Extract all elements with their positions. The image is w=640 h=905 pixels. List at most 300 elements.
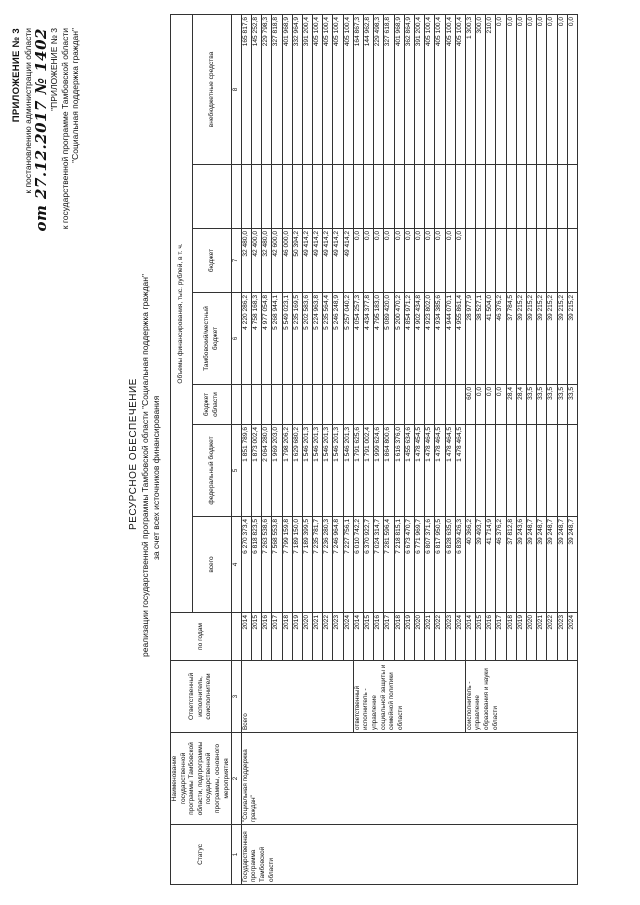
year-cell: 2023 [445,613,455,661]
regional-cell [435,385,445,425]
spacer-cell [537,165,547,229]
col-index [232,385,242,425]
header-index-row [232,14,242,884]
other-cell: 49 414,2 [302,229,312,293]
year-cell: 2023 [557,613,567,661]
year-cell: 2022 [323,613,333,661]
extra-cell: 405 100,4 [445,14,455,164]
year-cell: 2019 [292,613,302,661]
extra-cell: 0,0 [516,14,526,164]
spacer-cell [333,165,343,229]
year-cell: 2016 [262,613,272,661]
year-cell: 2017 [496,613,506,661]
spacer-cell [262,165,272,229]
extra-cell: 405 100,4 [343,14,353,164]
federal-cell [547,425,557,517]
regional-cell [445,385,455,425]
federal-cell [506,425,516,517]
total-cell: 46 376,2 [496,517,506,613]
total-cell: 39 243,6 [516,517,526,613]
extra-cell: 327 818,8 [272,14,282,164]
spacer-cell [567,165,577,229]
regional-cell: 28,4 [516,385,526,425]
regional-cell [251,385,261,425]
extra-cell: 405 100,4 [425,14,435,164]
local-cell: 4 955 861,4 [455,293,465,385]
year-cell: 2018 [282,613,292,661]
other-cell: 42 400,0 [251,229,261,293]
year-cell: 2022 [435,613,445,661]
federal-cell: 1 478 464,5 [425,425,435,517]
handwritten-date-number: от 27.12.2017 № 1402 [32,28,50,232]
col-index: 6 [232,293,242,385]
other-cell: 0,0 [425,229,435,293]
total-cell: 7 246 964,8 [333,517,343,613]
other-cell: 0,0 [394,229,404,293]
spacer-cell [282,165,292,229]
other-cell: 0,0 [374,229,384,293]
status-cell: Государственная программа Тамбовской области [241,825,577,885]
local-cell: 4 854 971,2 [404,293,414,385]
other-cell [516,229,526,293]
header-local: Тамбовский/местный бюджет [192,293,231,385]
spacer-cell [476,165,486,229]
extra-cell: 362 864,9 [404,14,414,164]
spacer-cell [425,165,435,229]
regional-cell [333,385,343,425]
year-cell: 2016 [486,613,496,661]
federal-cell [496,425,506,517]
local-cell: 4 944 070,1 [445,293,455,385]
extra-cell: 144 962,8 [364,14,374,164]
local-cell: 4 923 802,0 [425,293,435,385]
spacer-cell [251,165,261,229]
other-cell [557,229,567,293]
local-cell: 37 784,5 [506,293,516,385]
other-cell [486,229,496,293]
local-cell: 4 220 286,2 [241,293,251,385]
spacer-cell [394,165,404,229]
spacer-cell [527,165,537,229]
federal-cell: 1 999 624,6 [374,425,384,517]
document-title: РЕСУРСНОЕ ОБЕСПЕЧЕНИЕ [128,378,139,530]
regional-cell [353,385,363,425]
extra-cell: 405 100,4 [435,14,445,164]
regional-cell [425,385,435,425]
executor-cell: ответственный исполнитель - управление социальной защиты и семейной политики области [353,661,465,733]
federal-cell [465,425,475,517]
col-index: 5 [232,425,242,517]
regional-cell [414,385,424,425]
spacer-cell [384,165,394,229]
federal-cell: 1 546 201,3 [343,425,353,517]
table-body [241,14,577,884]
spacer-cell [302,165,312,229]
header-executor: Ответственный исполнитель, соисполнители [171,661,232,733]
other-cell [537,229,547,293]
regional-cell: 0,0 [486,385,496,425]
local-cell: 5 268 944,1 [272,293,282,385]
other-cell: 42 600,0 [272,229,282,293]
federal-cell [516,425,526,517]
extra-cell: 327 618,8 [384,14,394,164]
extra-cell: 0,0 [547,14,557,164]
regional-cell: 33,5 [537,385,547,425]
federal-cell [567,425,577,517]
regional-cell: 0,0 [496,385,506,425]
other-cell [476,229,486,293]
local-cell: 4 758 168,3 [251,293,261,385]
federal-cell: 1 616 376,0 [394,425,404,517]
spacer-cell [465,165,475,229]
regional-cell [313,385,323,425]
year-cell: 2019 [404,613,414,661]
total-cell: 6 370 922,7 [364,517,374,613]
local-cell: 4 902 434,8 [414,293,424,385]
local-cell: 4 054 257,3 [353,293,363,385]
spacer-cell [435,165,445,229]
local-cell: 39 215,2 [547,293,557,385]
executor-cell: Всего [241,661,353,733]
local-cell: 5 224 963,8 [313,293,323,385]
other-cell [527,229,537,293]
total-cell: 6 818 823,5 [251,517,261,613]
year-cell: 2020 [414,613,424,661]
spacer-cell [506,165,516,229]
local-cell: 4 934 385,6 [435,293,445,385]
federal-cell: 1 478 464,5 [455,425,465,517]
year-cell: 2015 [251,613,261,661]
extra-cell: 405 100,4 [313,14,323,164]
other-cell: 49 414,2 [323,229,333,293]
year-cell: 2021 [425,613,435,661]
document-subtitle-2: за счет всех источников финансирования [151,395,161,560]
local-cell: 39 215,2 [557,293,567,385]
regional-cell [323,385,333,425]
spacer-cell [404,165,414,229]
extra-cell: 1 300,3 [465,14,475,164]
spacer-cell [313,165,323,229]
total-cell: 7 024 314,7 [374,517,384,613]
other-cell: 0,0 [364,229,374,293]
federal-cell: 1 798 206,2 [282,425,292,517]
other-cell: 46 000,0 [282,229,292,293]
federal-cell: 1 478 464,5 [435,425,445,517]
federal-cell: 1 791 002,4 [364,425,374,517]
local-cell: 39 215,2 [537,293,547,385]
regional-cell [343,385,353,425]
extra-cell: 0,0 [506,14,516,164]
year-cell: 2017 [384,613,394,661]
other-cell: 0,0 [353,229,363,293]
federal-cell [527,425,537,517]
federal-cell: 1 873 002,4 [251,425,261,517]
document-subtitle: реализации государственной программы Тамбовской области "Социальная поддержка граждан" [140,274,150,657]
regional-cell [262,385,272,425]
total-cell: 6 771 969,7 [414,517,424,613]
year-cell: 2022 [547,613,557,661]
year-cell: 2018 [506,613,516,661]
extra-cell: 0,0 [557,14,567,164]
extra-cell: 405 100,4 [323,14,333,164]
spacer-cell [241,165,251,229]
col-index: 2 [232,733,242,825]
local-cell: 4 434 377,8 [364,293,374,385]
total-cell: 41 714,9 [486,517,496,613]
total-cell: 7 235 781,7 [313,517,323,613]
annex-program-ref: к государственной программе Тамбовской области [59,28,70,230]
local-cell: 28 977,9 [465,293,475,385]
year-cell: 2014 [465,613,475,661]
extra-cell: 0,0 [527,14,537,164]
total-cell: 6 673 470,7 [404,517,414,613]
spacer-cell [496,165,506,229]
executor-cell: соисполнитель - управление образования и науки области [465,661,577,733]
regional-cell [241,385,251,425]
regional-cell: 33,5 [547,385,557,425]
regional-cell: 60,0 [465,385,475,425]
header-status: Статус [171,825,232,885]
regional-cell: 33,5 [557,385,567,425]
spacer-cell [414,165,424,229]
year-cell: 2020 [527,613,537,661]
total-cell: 7 189 150,0 [292,517,302,613]
other-cell: 32 480,0 [262,229,272,293]
federal-cell: 1 546 201,3 [302,425,312,517]
regional-cell [292,385,302,425]
total-cell: 39 248,7 [557,517,567,613]
header-row-1 [171,14,193,884]
local-cell: 46 376,2 [496,293,506,385]
extra-cell: 405 100,4 [455,14,465,164]
spacer-cell [343,165,353,229]
other-cell: 0,0 [435,229,445,293]
local-cell: 5 235 169,5 [292,293,302,385]
federal-cell: 1 864 800,6 [384,425,394,517]
other-cell: 32 480,0 [241,229,251,293]
total-cell: 37 812,8 [506,517,516,613]
extra-cell: 401 968,9 [394,14,404,164]
year-cell: 2015 [476,613,486,661]
federal-cell: 1 546 201,3 [313,425,323,517]
other-cell: 0,0 [414,229,424,293]
annex-block [12,28,81,232]
total-cell: 39 248,7 [567,517,577,613]
other-cell [465,229,475,293]
total-cell: 7 263 538,6 [262,517,272,613]
extra-cell: 0,0 [567,14,577,164]
spacer-cell [323,165,333,229]
total-cell: 40 366,2 [465,517,475,613]
extra-cell: 391 200,4 [414,14,424,164]
total-cell: 6 839 426,3 [455,517,465,613]
total-cell: 39 248,7 [547,517,557,613]
spacer-cell [272,165,282,229]
federal-cell [557,425,567,517]
federal-cell: 1 629 680,2 [292,425,302,517]
local-cell: 38 527,1 [476,293,486,385]
local-cell: 5 200 470,2 [394,293,404,385]
regional-cell: 0,0 [476,385,486,425]
federal-cell: 1 791 625,6 [353,425,363,517]
federal-cell: 1 455 634,6 [404,425,414,517]
extra-cell: 405 100,4 [333,14,343,164]
total-cell: 39 248,7 [527,517,537,613]
extra-cell: 164 867,3 [353,14,363,164]
local-cell: 4 977 054,8 [262,293,272,385]
spacer-cell [455,165,465,229]
federal-cell: 1 546 201,3 [323,425,333,517]
federal-cell [486,425,496,517]
annex-decree-ref: к постановлению администрации области [22,28,33,194]
local-cell: 5 549 023,1 [282,293,292,385]
other-cell [547,229,557,293]
federal-cell: 1 851 789,6 [241,425,251,517]
federal-cell [537,425,547,517]
header-extra: внебюджетные средства [192,14,231,164]
federal-cell [476,425,486,517]
regional-cell: 28,4 [506,385,516,425]
year-cell: 2021 [313,613,323,661]
year-cell: 2024 [455,613,465,661]
regional-cell [384,385,394,425]
extra-cell: 300,0 [476,14,486,164]
local-cell: 41 504,0 [486,293,496,385]
other-cell: 50 394,2 [292,229,302,293]
regional-cell [455,385,465,425]
header-volume: Объемы финансирования, тыс. рублей, в т. ч. [171,14,193,612]
header-program-name: Наименование государственной программы Тамбовской области, подпрограммы государственной программы, основного мероприятия [171,733,232,825]
regional-cell: 33,5 [527,385,537,425]
extra-cell: 165 817,6 [241,14,251,164]
spacer-cell [353,165,363,229]
total-cell: 39 493,7 [476,517,486,613]
spacer-cell [364,165,374,229]
annex-program-name: "Социальная поддержка граждан" [70,28,80,163]
col-index [232,613,242,661]
spacer-cell [557,165,567,229]
funding-table [170,14,578,885]
total-cell: 6 807 371,6 [425,517,435,613]
extra-cell: 332 964,9 [292,14,302,164]
year-cell: 2023 [333,613,343,661]
regional-cell [282,385,292,425]
total-cell: 7 218 815,1 [394,517,404,613]
extra-cell: 0,0 [537,14,547,164]
year-cell: 2019 [516,613,526,661]
col-index: 4 [232,517,242,613]
other-cell: 0,0 [384,229,394,293]
local-cell: 5 235 564,4 [323,293,333,385]
header-federal: федеральный бюджет [192,425,231,517]
col-index: 8 [232,14,242,164]
total-cell: 39 248,7 [537,517,547,613]
annex-number: ПРИЛОЖЕНИЕ № 3 [11,28,22,123]
total-cell: 6 010 742,2 [353,517,363,613]
col-index: 1 [232,825,242,885]
other-cell [567,229,577,293]
extra-cell: 229 798,3 [262,14,272,164]
year-cell: 2015 [364,613,374,661]
total-cell: 7 799 159,8 [282,517,292,613]
regional-cell [394,385,404,425]
federal-cell: 1 969 203,0 [272,425,282,517]
local-cell: 5 246 248,9 [333,293,343,385]
federal-cell: 1 546 201,3 [333,425,343,517]
year-cell: 2024 [343,613,353,661]
year-cell: 2024 [567,613,577,661]
total-cell: 7 281 596,4 [384,517,394,613]
spacer-cell [547,165,557,229]
program-name-cell: "Социальная поддержка граждан" [241,733,577,825]
regional-cell [404,385,414,425]
extra-cell: 145 252,8 [251,14,261,164]
spacer-cell [486,165,496,229]
spacer-cell [374,165,384,229]
other-cell: 49 414,2 [343,229,353,293]
spacer-cell [292,165,302,229]
header-years: по годам [171,613,232,661]
header-regional: бюджет области [192,385,231,425]
col-index: 3 [232,661,242,733]
regional-cell: 33,5 [567,385,577,425]
year-cell: 2018 [394,613,404,661]
federal-cell: 2 064 280,0 [262,425,272,517]
year-cell: 2020 [302,613,312,661]
other-cell: 49 414,2 [313,229,323,293]
spacer-cell [516,165,526,229]
regional-cell [364,385,374,425]
local-cell: 5 089 420,0 [384,293,394,385]
local-cell: 5 202 583,6 [302,293,312,385]
extra-cell: 229 498,3 [374,14,384,164]
total-cell: 6 270 373,4 [241,517,251,613]
local-cell: 4 795 183,0 [374,293,384,385]
total-cell: 7 189 399,5 [302,517,312,613]
annex-previous-number: "ПРИЛОЖЕНИЕ № 3 [49,28,59,111]
header-other: бюджет [192,229,231,293]
extra-cell: 391 200,4 [302,14,312,164]
regional-cell [272,385,282,425]
extra-cell: 401 968,9 [282,14,292,164]
local-cell: 39 215,2 [516,293,526,385]
year-cell: 2014 [353,613,363,661]
year-cell: 2016 [374,613,384,661]
other-cell [506,229,516,293]
total-cell: 7 227 756,1 [343,517,353,613]
federal-cell: 1 478 454,5 [414,425,424,517]
other-cell: 0,0 [404,229,414,293]
local-cell: 39 215,2 [567,293,577,385]
year-cell: 2021 [537,613,547,661]
other-cell: 0,0 [445,229,455,293]
header-total: всего [192,517,231,613]
regional-cell [302,385,312,425]
other-cell: 0,0 [455,229,465,293]
total-cell: 7 568 553,8 [272,517,282,613]
year-cell: 2014 [241,613,251,661]
spacer-cell [445,165,455,229]
local-cell: 39 215,2 [527,293,537,385]
local-cell: 5 257 040,2 [343,293,353,385]
total-cell: 7 236 280,3 [323,517,333,613]
year-cell: 2017 [272,613,282,661]
other-cell: 49 414,2 [333,229,343,293]
col-index: 7 [232,229,242,293]
table-row [241,14,251,884]
federal-cell: 1 478 464,5 [445,425,455,517]
other-cell [496,229,506,293]
